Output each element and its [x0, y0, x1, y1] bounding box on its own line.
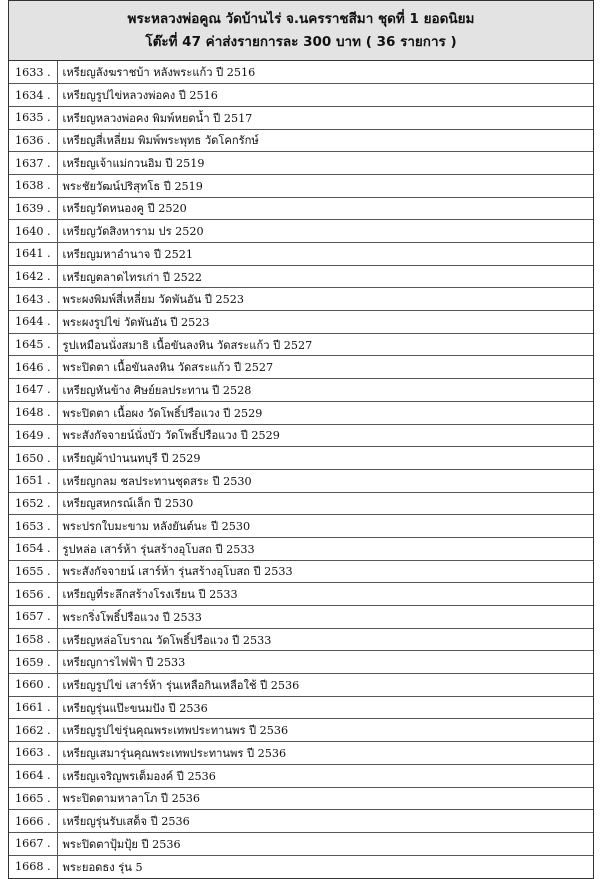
item-description: เหรียญการไฟฟ้า ปี 2533: [57, 651, 593, 674]
amulet-table-body: [9, 61, 593, 878]
amulet-list-sheet: [8, 0, 594, 879]
item-number: 1633 .: [9, 61, 57, 84]
item-number: 1637 .: [9, 152, 57, 175]
item-number: 1657 .: [9, 606, 57, 629]
item-number: 1649 .: [9, 424, 57, 447]
item-number: 1666 .: [9, 810, 57, 833]
table-row: [9, 311, 593, 334]
item-description: เหรียญเสมารุ่นคุณพระเทพประทานพร ปี 2536: [57, 742, 593, 765]
item-description: เหรียญรูปไข่หลวงพ่อคง ปี 2516: [57, 84, 593, 107]
amulet-table: [9, 61, 593, 878]
item-description: พระปิดตา เนื้อขันลงหิน วัดสระแก้ว ปี 2527: [57, 356, 593, 379]
item-description: เหรียญเจ้าแม่กวนอิม ปี 2519: [57, 152, 593, 175]
item-number: 1635 .: [9, 106, 57, 129]
table-row: [9, 333, 593, 356]
item-number: 1647 .: [9, 379, 57, 402]
item-description: พระสังกัจจายน์ เสาร์ห้า รุ่นสร้างอุโบสถ ปี 2533: [57, 560, 593, 583]
table-row: [9, 152, 593, 175]
item-description: เหรียญรูปไข่รุ่นคุณพระเทพประทานพร ปี 2536: [57, 719, 593, 742]
item-number: 1636 .: [9, 129, 57, 152]
item-description: รูปเหมือนนั่งสมาธิ เนื้อขันลงหิน วัดสระแก้ว ปี 2527: [57, 333, 593, 356]
item-description: เหรียญที่ระลึกสร้างโรงเรียน ปี 2533: [57, 583, 593, 606]
item-number: 1663 .: [9, 742, 57, 765]
item-number: 1667 .: [9, 832, 57, 855]
table-row: [9, 515, 593, 538]
item-number: 1665 .: [9, 787, 57, 810]
item-number: 1650 .: [9, 447, 57, 470]
item-description: เหรียญมหาอำนาจ ปี 2521: [57, 243, 593, 266]
table-row: [9, 674, 593, 697]
table-row: [9, 651, 593, 674]
item-number: 1652 .: [9, 492, 57, 515]
item-description: เหรียญหล่อโบราณ วัดโพธิ์ปรือแวง ปี 2533: [57, 628, 593, 651]
item-number: 1661 .: [9, 696, 57, 719]
item-description: เหรียญหันข้าง ศิษย์ยลประทาน ปี 2528: [57, 379, 593, 402]
item-number: 1653 .: [9, 515, 57, 538]
table-row: [9, 787, 593, 810]
item-description: เหรียญหลวงพ่อคง พิมพ์หยดน้ำ ปี 2517: [57, 106, 593, 129]
table-row: [9, 469, 593, 492]
item-description: พระกริ่งโพธิ์ปรือแวง ปี 2533: [57, 606, 593, 629]
table-row: [9, 537, 593, 560]
table-row: [9, 606, 593, 629]
item-number: 1655 .: [9, 560, 57, 583]
table-row: [9, 243, 593, 266]
item-number: 1644 .: [9, 311, 57, 334]
table-row: [9, 401, 593, 424]
item-description: พระสังกัจจายน์นั่งบัว วัดโพธิ์ปรือแวง ปี 2529: [57, 424, 593, 447]
item-description: เหรียญวัดหนองคู ปี 2520: [57, 197, 593, 220]
item-description: เหรียญวัดสิงหาราม ปร 2520: [57, 220, 593, 243]
item-number: 1654 .: [9, 537, 57, 560]
item-number: 1640 .: [9, 220, 57, 243]
item-description: เหรียญรูปไข่ เสาร์ห้า รุ่นเหลือกินเหลือใช้ ปี 2536: [57, 674, 593, 697]
item-description: เหรียญสหกรณ์เล็ก ปี 2530: [57, 492, 593, 515]
table-row: [9, 288, 593, 311]
item-description: พระปิดตามหาลาโภ ปี 2536: [57, 787, 593, 810]
table-row: [9, 129, 593, 152]
table-row: [9, 61, 593, 84]
table-row: [9, 197, 593, 220]
table-row: [9, 628, 593, 651]
item-description: เหรียญสี่เหลี่ยม พิมพ์พระพุทธ วัดโคกรักษ์: [57, 129, 593, 152]
item-description: รูปหล่อ เสาร์ห้า รุ่นสร้างอุโบสถ ปี 2533: [57, 537, 593, 560]
table-row: [9, 764, 593, 787]
table-row: [9, 719, 593, 742]
item-description: พระชัยวัฒน์ปริสุทโธ ปี 2519: [57, 174, 593, 197]
header-title-line-1: พระหลวงพ่อคูณ วัดบ้านไร่ จ.นครราชสีมา ชุดที่ 1 ยอดนิยม: [127, 11, 475, 27]
item-number: 1660 .: [9, 674, 57, 697]
table-row: [9, 492, 593, 515]
item-description: เหรียญเจริญพรเต็มองค์ ปี 2536: [57, 764, 593, 787]
table-row: [9, 84, 593, 107]
item-number: 1648 .: [9, 401, 57, 424]
table-row: [9, 855, 593, 878]
item-description: พระปรกใบมะขาม หลังยันต์นะ ปี 2530: [57, 515, 593, 538]
item-number: 1639 .: [9, 197, 57, 220]
item-number: 1634 .: [9, 84, 57, 107]
table-row: [9, 106, 593, 129]
item-number: 1643 .: [9, 288, 57, 311]
item-description: เหรียญกลม ชลประทานชุดสระ ปี 2530: [57, 469, 593, 492]
header-title-line-2: โต๊ะที่ 47 ค่าส่งรายการละ 300 บาท ( 36 รายการ ): [145, 34, 457, 50]
item-number: 1656 .: [9, 583, 57, 606]
item-description: เหรียญรุ่นแป๊ะขนมปัง ปี 2536: [57, 696, 593, 719]
table-row: [9, 696, 593, 719]
table-row: [9, 379, 593, 402]
table-row: [9, 742, 593, 765]
item-description: พระผงพิมพ์สี่เหลี่ยม วัดพันอัน ปี 2523: [57, 288, 593, 311]
table-row: [9, 356, 593, 379]
item-description: พระปิดตา เนื้อผง วัดโพธิ์ปรือแวง ปี 2529: [57, 401, 593, 424]
item-description: เหรียญลังฆราชบ้า หลังพระแก้ว ปี 2516: [62, 66, 256, 80]
table-row: [9, 447, 593, 470]
item-number: 1641 .: [9, 243, 57, 266]
table-row: [9, 583, 593, 606]
item-number: 1658 .: [9, 628, 57, 651]
item-number: 1646 .: [9, 356, 57, 379]
table-row: [9, 174, 593, 197]
list-header: [9, 1, 593, 61]
item-description: พระผงรูปไข่ วัดพันอัน ปี 2523: [57, 311, 593, 334]
item-number: 1659 .: [9, 651, 57, 674]
table-row: [9, 560, 593, 583]
item-number: 1668 .: [9, 855, 57, 878]
table-row: [9, 220, 593, 243]
table-row: [9, 265, 593, 288]
item-number: 1642 .: [9, 265, 57, 288]
item-number: 1645 .: [9, 333, 57, 356]
item-description: เหรียญผ้าป่านนทบุรี ปี 2529: [57, 447, 593, 470]
item-description: พระยอดธง รุ่น 5: [57, 855, 593, 878]
item-number: 1664 .: [9, 764, 57, 787]
table-row: [9, 424, 593, 447]
table-row: [9, 832, 593, 855]
item-number: 1651 .: [9, 469, 57, 492]
item-description: เหรียญตลาดไทรเก่า ปี 2522: [57, 265, 593, 288]
item-description: พระปิดตาปุ้มปุ้ย ปี 2536: [57, 832, 593, 855]
table-row: [9, 810, 593, 833]
item-number: 1662 .: [9, 719, 57, 742]
item-description: เหรียญรุ่นรับเสด็จ ปี 2536: [57, 810, 593, 833]
item-number: 1638 .: [9, 174, 57, 197]
